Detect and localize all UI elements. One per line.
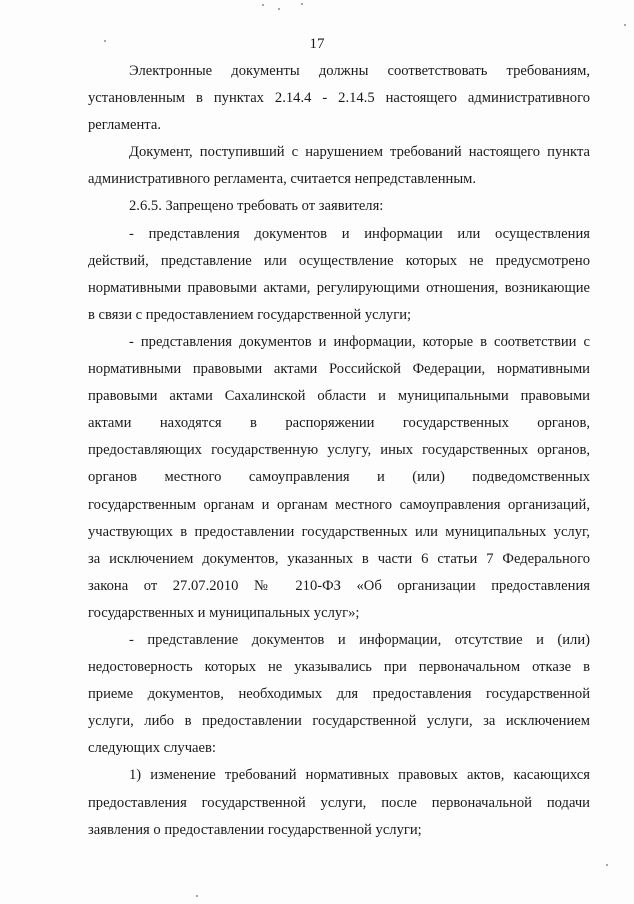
text-line: заявления о предоставлении государственной услуги; bbox=[88, 821, 422, 838]
paragraph-section-2-6-5 bbox=[88, 193, 590, 220]
text-line: - представления документов и информации, которые в соответствии с bbox=[129, 333, 590, 350]
document-body bbox=[88, 58, 590, 844]
scan-speck bbox=[301, 3, 303, 5]
text-line: административного регламента, считается непредставленным. bbox=[88, 171, 477, 188]
text-line: за исключением документов, указанных в части 6 статьи 7 Федерального bbox=[88, 550, 590, 567]
section-heading-line: 2.6.5. Запрещено требовать от заявителя: bbox=[129, 198, 384, 215]
text-line: правовыми актами Сахалинской области и муниципальными правовыми bbox=[88, 388, 590, 405]
text-line: предоставляющих государственную услугу, иных государственных органов, bbox=[88, 442, 590, 459]
text-line: действий, представление или осуществление которых не предусмотрено bbox=[88, 252, 590, 269]
paragraph-electronic-documents bbox=[88, 58, 590, 139]
text-line: Документ, поступивший с нарушением требований настоящего пункта bbox=[129, 144, 590, 161]
text-line: следующих случаев: bbox=[88, 740, 216, 757]
paragraph-violation-document bbox=[88, 139, 590, 193]
text-line: 1) изменение требований нормативных правовых актов, касающихся bbox=[129, 767, 590, 784]
text-line: установленным в пунктах 2.14.4 - 2.14.5 настоящего административного bbox=[88, 90, 590, 107]
page-number: 17 bbox=[309, 36, 325, 52]
scan-speck bbox=[196, 895, 198, 897]
text-line: органов местного самоуправления и (или) подведомственных bbox=[88, 469, 590, 486]
text-line: государственных и муниципальных услуг»; bbox=[88, 604, 360, 621]
text-line: государственным органам и органам местного самоуправления организаций, bbox=[88, 496, 590, 513]
text-line: нормативными правовыми актами, регулирующими отношения, возникающие bbox=[88, 279, 590, 296]
text-line: - представление документов и информации, отсутствие и (или) bbox=[129, 631, 590, 648]
paragraph-case-1 bbox=[88, 762, 590, 843]
text-line: актами находятся в распоряжении государственных органов, bbox=[88, 415, 590, 432]
text-line: услуги, либо в предоставлении государственной услуги, за исключением bbox=[88, 713, 590, 730]
text-line: недостоверность которых не указывались при первоначальном отказе в bbox=[88, 659, 590, 676]
paragraph-item-actions bbox=[88, 221, 590, 329]
text-line: - представления документов и информации или осуществления bbox=[129, 225, 590, 242]
scan-speck bbox=[624, 24, 626, 26]
paragraph-item-information bbox=[88, 627, 590, 762]
text-line: предоставления государственной услуги, после первоначальной подачи bbox=[88, 794, 590, 811]
scan-speck bbox=[606, 864, 608, 866]
text-line: регламента. bbox=[88, 117, 161, 134]
text-line: участвующих в предоставлении государственных или муниципальных услуг, bbox=[88, 523, 590, 540]
text-line: Электронные документы должны соответствовать требованиям, bbox=[129, 63, 590, 79]
scan-speck bbox=[278, 8, 280, 10]
paragraph-item-documents bbox=[88, 329, 590, 627]
text-line: приеме документов, необходимых для предоставления государственной bbox=[88, 686, 590, 703]
scan-speck bbox=[262, 4, 264, 6]
text-line: закона от 27.07.2010 № 210-ФЗ «Об организации предоставления bbox=[88, 577, 590, 594]
text-line: нормативными правовыми актами Российской Федерации, нормативными bbox=[88, 361, 590, 378]
text-line: в связи с предоставлением государственной услуги; bbox=[88, 306, 412, 323]
